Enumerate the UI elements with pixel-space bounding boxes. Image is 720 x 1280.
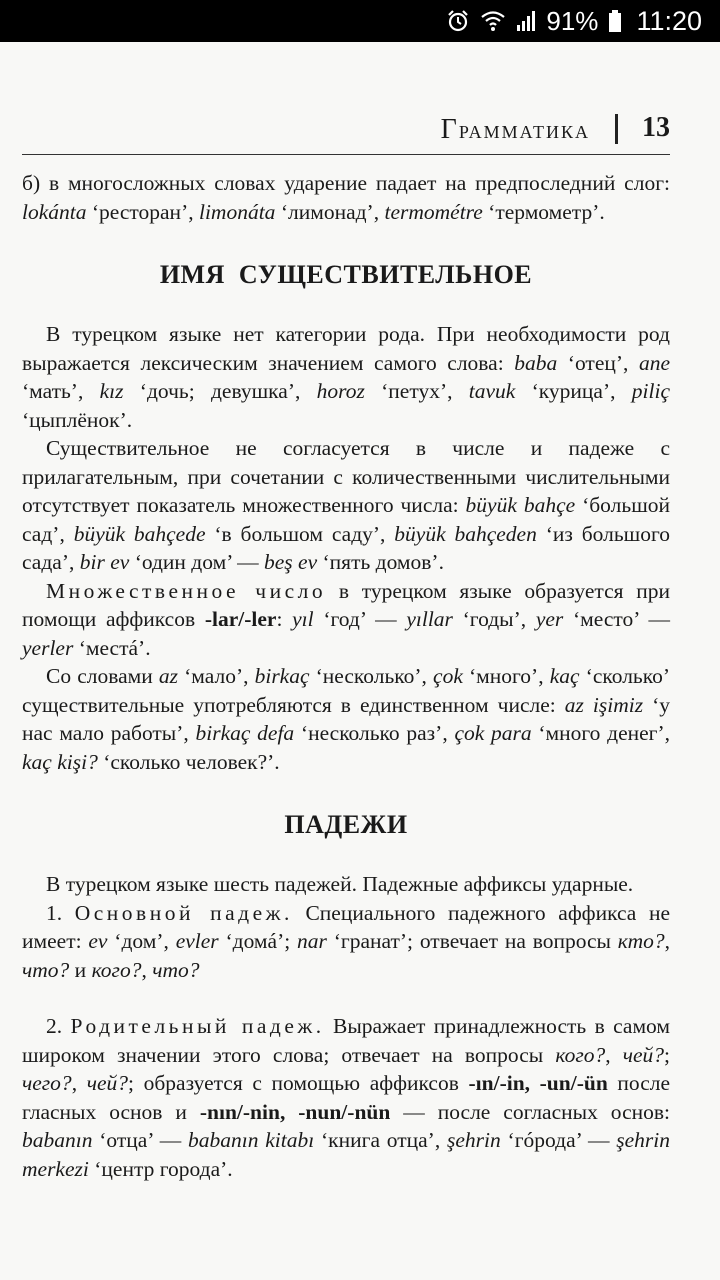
clock: 11:20 <box>636 5 702 36</box>
cases-paragraph-1: В турецком языке шесть падежей. Падежные аффиксы ударные. <box>46 872 634 896</box>
noun-paragraph-3: Множественное число в турецком языке образуется при помощи аффиксов -lar/-ler: yıl ‘год’ — yıllar ‘годы’, yer ‘место’ — yerler ‘местá’. <box>22 578 671 660</box>
noun-paragraph-2: Существительное не согласуется в числе и падеже с прилагательным, при сочетании с количественными числительными отсутствует показатель множественного числа: büyük bahçe ‘большой сад’, büyük bahçede ‘в большом саду’, büyük bahçeden ‘из большого сада’, bir ev ‘один дом’ — beş ev ‘пять домов’. <box>22 436 671 574</box>
signal-icon <box>516 9 538 33</box>
battery-icon <box>608 9 622 33</box>
cases-paragraph-2: 1. Основной падеж. Специального падежного аффикса не имеет: ev ‘дом’, evler ‘домá’; nar ‘гранат’; отвечает на вопросы кто?, что? и кого?, что? <box>22 900 670 982</box>
running-header <box>22 110 670 155</box>
noun-paragraph-1: В турецком языке нет категории рода. При необходимости род выражается лексическим значением самого слова: baba ‘отец’, ane ‘мать’, kız ‘дочь; девушка’, horoz ‘петух’, tavuk ‘курица’, piliç ‘цыплёнок’. <box>22 322 671 432</box>
section-title: Грамматика <box>440 114 590 145</box>
section-title-rest: рамматика <box>458 117 590 144</box>
heading-noun: ИМЯ СУЩЕСТВИТЕЛЬНОЕ <box>159 260 533 289</box>
alarm-icon <box>446 9 470 33</box>
cases-paragraph-3: 2. Родительный падеж. Выражает принадлежность в самом широком значении этого слова; отвечает на вопросы кого?, чей?; чего?, чей?; образуется с помощью аффиксов -ın/-in, -un/-ün после гласных основ и -nın/-nin, -nun/-nün — после согласных основ: babanın ‘отца’ — babanın kitabı ‘книга отца’, şehrin ‘гóрода’ — şehrin merkezi ‘центр города’. <box>22 1014 671 1181</box>
battery-percent: 91% <box>546 5 599 36</box>
book-page <box>22 110 670 1183</box>
header-divider <box>615 114 618 144</box>
wifi-icon <box>480 9 506 33</box>
status-bar <box>0 0 720 42</box>
noun-paragraph-4: Со словами az ‘мало’, birkaç ‘несколько’, çok ‘много’, kaç ‘сколько’ существительные употребляются в единственном числе: az işimiz ‘у нас мало работы’, birkaç defa ‘несколько раз’, çok para ‘много денег’, kaç kişi? ‘сколько человек?’. <box>22 664 671 774</box>
intro-paragraph: б) в многосложных словах ударение падает на предпоследний слог: lokánta ‘ресторан’, limonáta ‘лимонад’, termométre ‘термометр’. <box>22 171 670 224</box>
page-number: 13 <box>642 112 670 143</box>
heading-cases: ПАДЕЖИ <box>284 810 408 839</box>
